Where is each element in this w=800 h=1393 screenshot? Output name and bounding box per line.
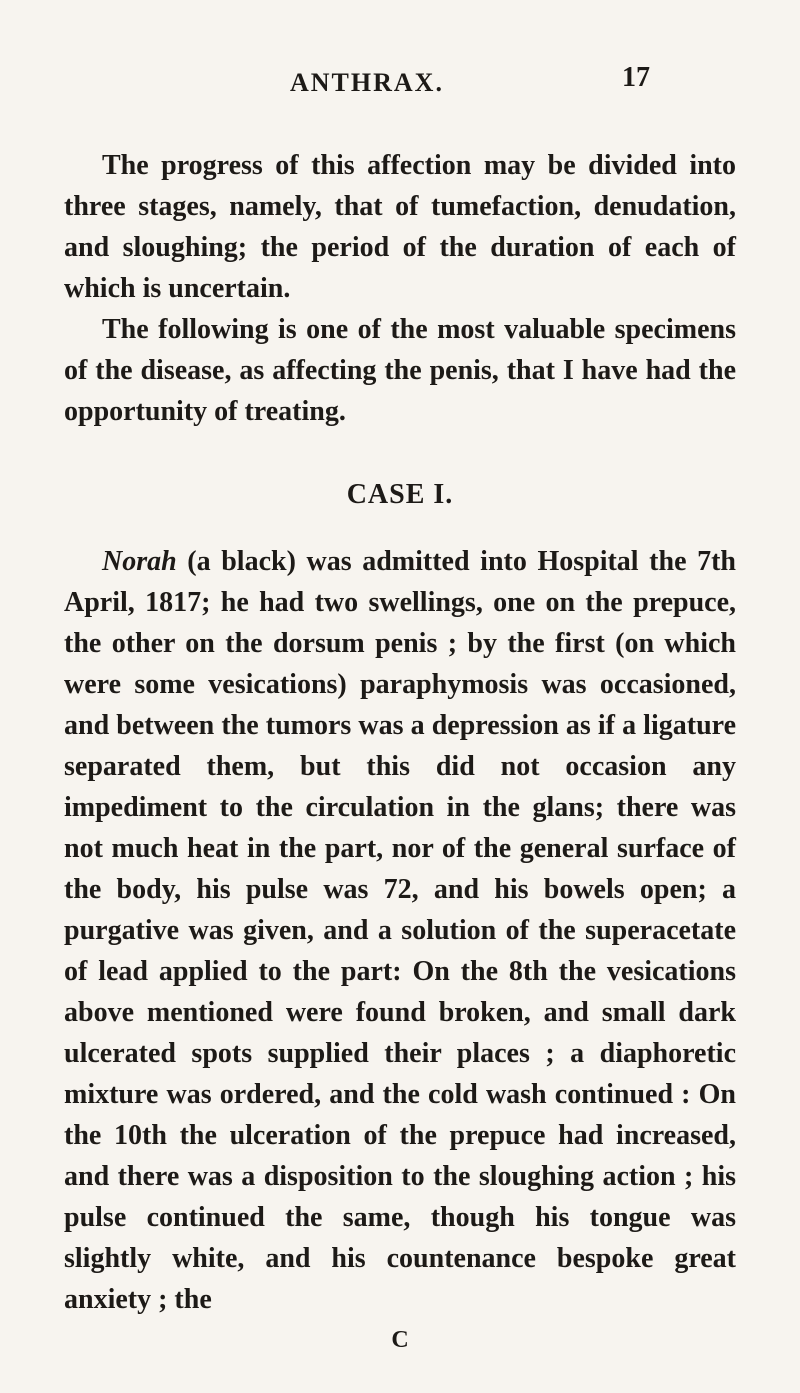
body-text <box>64 145 736 1320</box>
case-paragraph <box>64 541 736 1320</box>
page-number: 17 <box>622 62 650 93</box>
patient-name: Norah <box>102 546 177 577</box>
running-head <box>0 62 800 106</box>
case-text: (a black) was admitted into Hospital the 7th April, 1817; he had two swellings, one on the prepuce, the other on the dorsum penis ; by the first (on which were some vesications) paraphymosis was occasioned, and between the tumors was a depression as if a ligature separated them, but this did not occasion any impediment to the circulation in the glans; there was not much heat in the part, nor of the general surface of the body, his pulse was 72, and his bowels open; a purgative was given, and a solution of the superacetate of lead applied to the part: On the 8th the vesications above mentioned were found broken, and small dark ulcerated spots supplied their places ; a diaphoretic mixture was ordered, and the cold wash continued : On the 10th the ulceration of the prepuce had increased, and there was a disposition to the sloughing action ; his pulse continued the same, though his tongue was slightly white, and his countenance bespoke great anxiety ; the <box>64 546 736 1315</box>
case-heading: CASE I. <box>346 479 454 510</box>
running-title: ANTHRAX. <box>290 68 444 97</box>
paragraph-stages: The progress of this affection may be divided into three stages, namely, that of tumefaction, denudation, and sloughing; the period of the duration of each of which is uncertain. <box>64 150 736 304</box>
signature-mark: C <box>391 1327 409 1353</box>
paragraph-specimen: The following is one of the most valuable specimens of the disease, as affecting the penis, that I have had the opportunity of treating. <box>64 314 736 427</box>
